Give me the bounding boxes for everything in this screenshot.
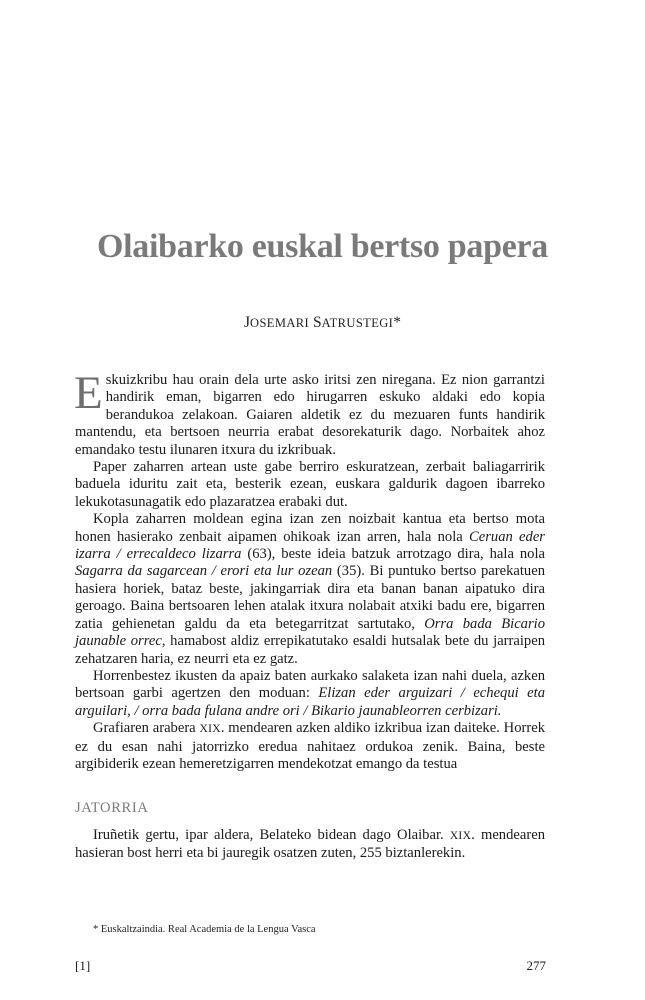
century-numeral: XIX — [449, 830, 472, 842]
verse-quote-1: Ceruan eder izarra / errecaldeco lizarra — [75, 528, 545, 563]
section-paragraph-text-b: . mendearen hasieran bost herri eta bi jauregik osatzen zuten, 255 biztanlerekin. — [75, 827, 545, 862]
author-first-rest: OSEMARI — [250, 316, 310, 330]
verse-quote-2: Sagarra da sagarcean / erori eta lur ozean — [75, 563, 333, 580]
author-last-rest: ATRUSTEGI — [321, 316, 394, 330]
footnote: * Euskaltzaindia. Real Academia de la Lengua Vasca — [93, 924, 316, 935]
paragraph-3 — [75, 511, 545, 668]
paragraph-3-text-d: hamabost aldiz errepikatutako esaldi hutsalak bete du jarraipen zehatzaren haria, ez neurri eta ez gatz. — [75, 633, 546, 667]
paragraph-5-text-b: . mendearen azken aldiko izkribua izan daiteke. Horrek ez du esan nahi jatorrizko eredua nahitaez ordukoa zenik. Baina, beste argibiderik ezean hemeretzigarren mendekotzat emango da testua — [75, 720, 545, 772]
century-numeral: XIX — [199, 723, 221, 736]
paragraph-4 — [75, 668, 545, 720]
article-title: Olaibarko euskal bertso papera — [97, 228, 548, 265]
section-body — [75, 827, 545, 863]
verse-quote-3: Orra bada Bicario jaunable orrec, — [75, 615, 546, 650]
drop-cap: E — [74, 367, 103, 419]
paragraph-4-text: Horrenbestez ikusten da apaiz baten aurkako salaketa izan nahi duela, azken bertsoan garbi agertzen den moduan: — [75, 667, 545, 702]
paragraph-2: Paper zaharren artean uste gabe berriro eskuratzean, zerbait baliagarririk baduela iduritu zait eta, besterik ezean, euskara galdurik dagoen ibarreko lekukotasunagatik edo plazaratzea erabaki dut. — [75, 459, 545, 510]
paragraph-1-text: skuizkribu hau orain dela urte asko iritsi zen niregana. Ez nion garrantzi handirik eman, bigarren edo hirugarren eskuko aldaki edo kopia berandukoa zelakoan. Gaiaren aldetik ez du mezuaren funts handirik mantendu, eta bertsoen neurria erabat desorekaturik dago. Norbaitek ahoz emandako testu ilunaren itxura du izkribuak. — [75, 372, 545, 458]
author-name — [0, 314, 645, 332]
paragraph-3-text-c: (35). Bi puntuko bertso parekatuen hasiera horiek, bataz beste, jakingarriak dira eta banan banan aipatuko dira geroago. Baina bertsoaren lehen atalak itxura nolabait atxiki badu ere, bigarren zatia gehienetan galdu da eta betegarritzat sartutako, — [75, 563, 545, 632]
author-first-initial: J — [243, 314, 251, 331]
article-body — [74, 367, 546, 773]
paragraph-5 — [75, 720, 545, 773]
verse-quote-4: Elizan eder arguizari / echequi eta arguilari, / orra bada fulana andre ori / Bikario jaunableorren cerbizari. — [75, 685, 546, 719]
section-paragraph — [75, 827, 545, 863]
paragraph-5-text-a: Grafiaren arabera — [93, 720, 200, 737]
paragraph-1 — [74, 367, 545, 459]
paragraph-3-text-b: (63), beste ideia batzuk arrotzago dira, hala nola — [241, 546, 545, 563]
section-heading: JATORRIA — [75, 800, 149, 816]
author-last-initial: S — [312, 314, 322, 331]
section-paragraph-text-a: Iruñetik gertu, ipar aldera, Belateko bidean dago Olaibar. — [93, 827, 450, 843]
footnote-mark: * — [393, 314, 401, 331]
paragraph-3-text-a: Kopla zaharren moldean egina izan zen noizbait kantua eta bertso mota honen hasierako zenbait aipamen ohikoak izan arren, hala nola — [75, 511, 545, 545]
folio-left: [1] — [75, 958, 91, 973]
page-number: 277 — [526, 958, 546, 973]
